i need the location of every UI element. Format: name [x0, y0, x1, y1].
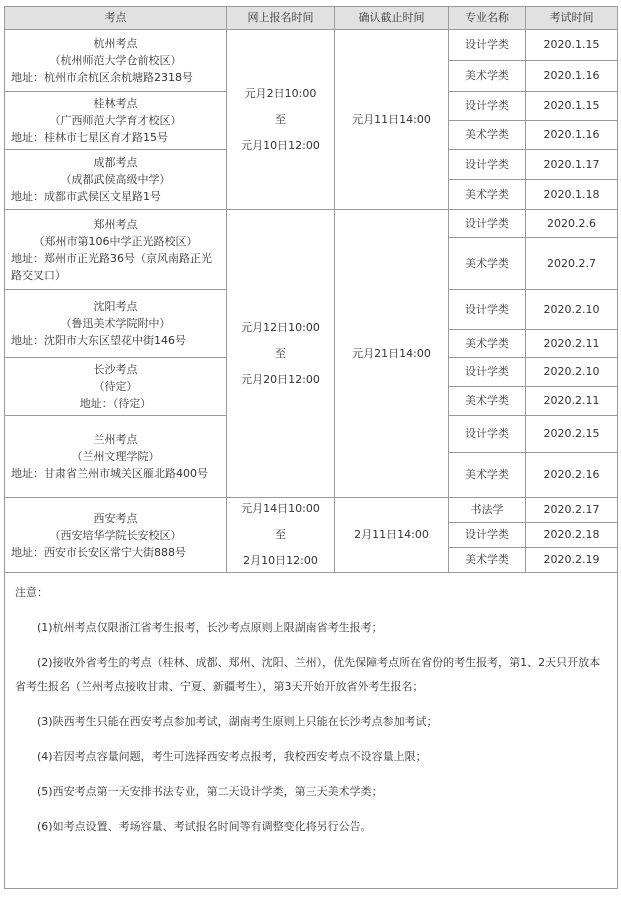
- exam-date-cell: 2020.2.6: [526, 210, 618, 238]
- major-cell: 美术学类: [449, 548, 526, 573]
- exam-date-cell: 2020.2.10: [526, 358, 618, 387]
- venue-cell-xian: [5, 498, 227, 573]
- venue-place: （鲁迅美术学院附中）: [60, 317, 171, 330]
- major-cell: 美术学类: [449, 453, 526, 498]
- header-registration-time: 网上报名时间: [227, 7, 335, 30]
- confirm-deadline-1: 元月11日14:00: [335, 30, 449, 210]
- major-cell: 设计学类: [449, 290, 526, 330]
- registration-to: 至: [275, 528, 286, 541]
- notes-heading: 注意：: [15, 586, 48, 599]
- registration-start: 元月2日10:00: [244, 86, 317, 100]
- registration-period-3: [227, 498, 335, 573]
- major-cell: 设计学类: [449, 30, 526, 61]
- header-venue: 考点: [5, 7, 227, 30]
- exam-date-cell: 2020.2.11: [526, 330, 618, 358]
- venue-cell-hangzhou: [5, 30, 227, 92]
- major-cell: 美术学类: [449, 387, 526, 416]
- venue-name: 西安考点: [93, 511, 138, 525]
- exam-date-cell: 2020.1.16: [526, 121, 618, 150]
- registration-start: 元月12日10:00: [241, 320, 320, 334]
- major-cell: 美术学类: [449, 121, 526, 150]
- venue-address: 地址：西安市长安区常宁大街888号: [11, 545, 186, 559]
- exam-date-cell: 2020.2.11: [526, 387, 618, 416]
- notes-row: [5, 573, 618, 889]
- venue-place: （西安培华学院长安校区）: [49, 528, 182, 542]
- venue-name: 桂林考点: [93, 97, 138, 110]
- registration-to: 至: [275, 112, 286, 126]
- registration-end: 元月10日12:00: [241, 138, 320, 152]
- venue-cell-guilin: [5, 92, 227, 150]
- venue-cell-zhengzhou: [5, 210, 227, 290]
- registration-start: 元月14日10:00: [241, 502, 320, 515]
- venue-name: 成都考点: [93, 156, 138, 169]
- major-cell: 美术学类: [449, 61, 526, 92]
- venue-name: 长沙考点: [93, 363, 138, 376]
- major-cell: 设计学类: [449, 523, 526, 548]
- venue-name: 兰州考点: [93, 433, 138, 446]
- note-item: (6)如考点设置、考场容量、考试报名时间等有调整变化将另行公告。: [37, 820, 372, 833]
- venue-address: 地址：郑州市正光路36号（京风南路正光路交叉口）: [11, 251, 212, 282]
- venue-address: 地址：甘肃省兰州市城关区雁北路400号: [11, 467, 208, 480]
- venue-address: 地址：成都市武侯区文星路1号: [11, 190, 161, 203]
- note-item: (1)杭州考点仅限浙江省考生报考，长沙考点原则上限湖南省考生报考；: [37, 621, 383, 634]
- major-cell: 美术学类: [449, 238, 526, 290]
- major-cell: 设计学类: [449, 92, 526, 121]
- exam-date-cell: 2020.1.17: [526, 150, 618, 180]
- notes-cell: [5, 573, 618, 889]
- venue-address: 地址：桂林市七星区育才路15号: [11, 131, 168, 144]
- exam-date-cell: 2020.2.10: [526, 290, 618, 330]
- venue-cell-changsha: [5, 358, 227, 416]
- registration-to: 至: [275, 346, 286, 360]
- registration-end: 2月10日12:00: [243, 554, 318, 567]
- exam-date-cell: 2020.2.16: [526, 453, 618, 498]
- venue-name: 沈阳考点: [93, 300, 138, 313]
- venue-place: （成都武侯高级中学）: [60, 173, 171, 186]
- exam-date-cell: 2020.2.19: [526, 548, 618, 573]
- venue-place: （杭州师范大学仓前校区）: [49, 54, 182, 67]
- note-item: (3)陕西考生只能在西安考点参加考试，湖南考生原则上只能在长沙考点参加考试；: [37, 715, 438, 728]
- exam-date-cell: 2020.2.18: [526, 523, 618, 548]
- major-cell: 设计学类: [449, 358, 526, 387]
- major-cell: 美术学类: [449, 180, 526, 210]
- venue-address: 地址：沈阳市大东区望花中街146号: [11, 334, 186, 347]
- exam-date-cell: 2020.1.16: [526, 61, 618, 92]
- venue-address: 地址：（待定）: [79, 397, 152, 410]
- table-header-row: [5, 7, 618, 30]
- note-item: (5)西安考点第一天安排书法专业，第二天设计学类，第三天美术学类；: [37, 785, 383, 798]
- table-row: [5, 210, 618, 238]
- major-cell: 设计学类: [449, 150, 526, 180]
- exam-date-cell: 2020.2.17: [526, 498, 618, 523]
- major-cell: 设计学类: [449, 210, 526, 238]
- registration-period-2: [227, 210, 335, 498]
- header-exam-date: 考试时间: [526, 7, 618, 30]
- venue-address: 地址：杭州市余杭区余杭塘路2318号: [11, 71, 193, 84]
- header-confirm-deadline: 确认截止时间: [335, 7, 449, 30]
- venue-cell-lanzhou: [5, 416, 227, 498]
- note-item: (2)接收外省考生的考点（桂林、成都、郑州、沈阳、兰州），优先保障考点所在省份的考生报考，第1、2天只开放本省考生报名（兰州考点接收甘肃、宁夏、新疆考生），第3天开始开放省外考生报名；: [15, 656, 601, 693]
- venue-place: （郑州市第106中学正光路校区）: [33, 234, 198, 248]
- exam-date-cell: 2020.1.15: [526, 92, 618, 121]
- note-item: (4)若因考点容量问题，考生可选择西安考点报考，我校西安考点不设容量上限；: [37, 750, 427, 763]
- exam-date-cell: 2020.2.15: [526, 416, 618, 453]
- exam-date-cell: 2020.1.15: [526, 30, 618, 61]
- table-row: [5, 498, 618, 523]
- major-cell: 书法学: [449, 498, 526, 523]
- major-cell: 设计学类: [449, 416, 526, 453]
- table-row: [5, 30, 618, 61]
- venue-cell-shenyang: [5, 290, 227, 358]
- confirm-deadline-3: 2月11日14:00: [335, 498, 449, 573]
- venue-name: 郑州考点: [93, 217, 138, 231]
- venue-place: （待定）: [93, 380, 138, 393]
- major-cell: 美术学类: [449, 330, 526, 358]
- venue-place: （兰州文理学院）: [71, 450, 160, 463]
- exam-date-cell: 2020.2.7: [526, 238, 618, 290]
- venue-place: （广西师范大学育才校区）: [49, 114, 182, 127]
- registration-end: 元月20日12:00: [241, 372, 320, 386]
- confirm-deadline-2: 元月21日14:00: [335, 210, 449, 498]
- venue-name: 杭州考点: [93, 37, 138, 50]
- registration-period-1: [227, 30, 335, 210]
- exam-date-cell: 2020.1.18: [526, 180, 618, 210]
- header-major: 专业名称: [449, 7, 526, 30]
- exam-schedule-table: [4, 6, 618, 889]
- venue-cell-chengdu: [5, 150, 227, 210]
